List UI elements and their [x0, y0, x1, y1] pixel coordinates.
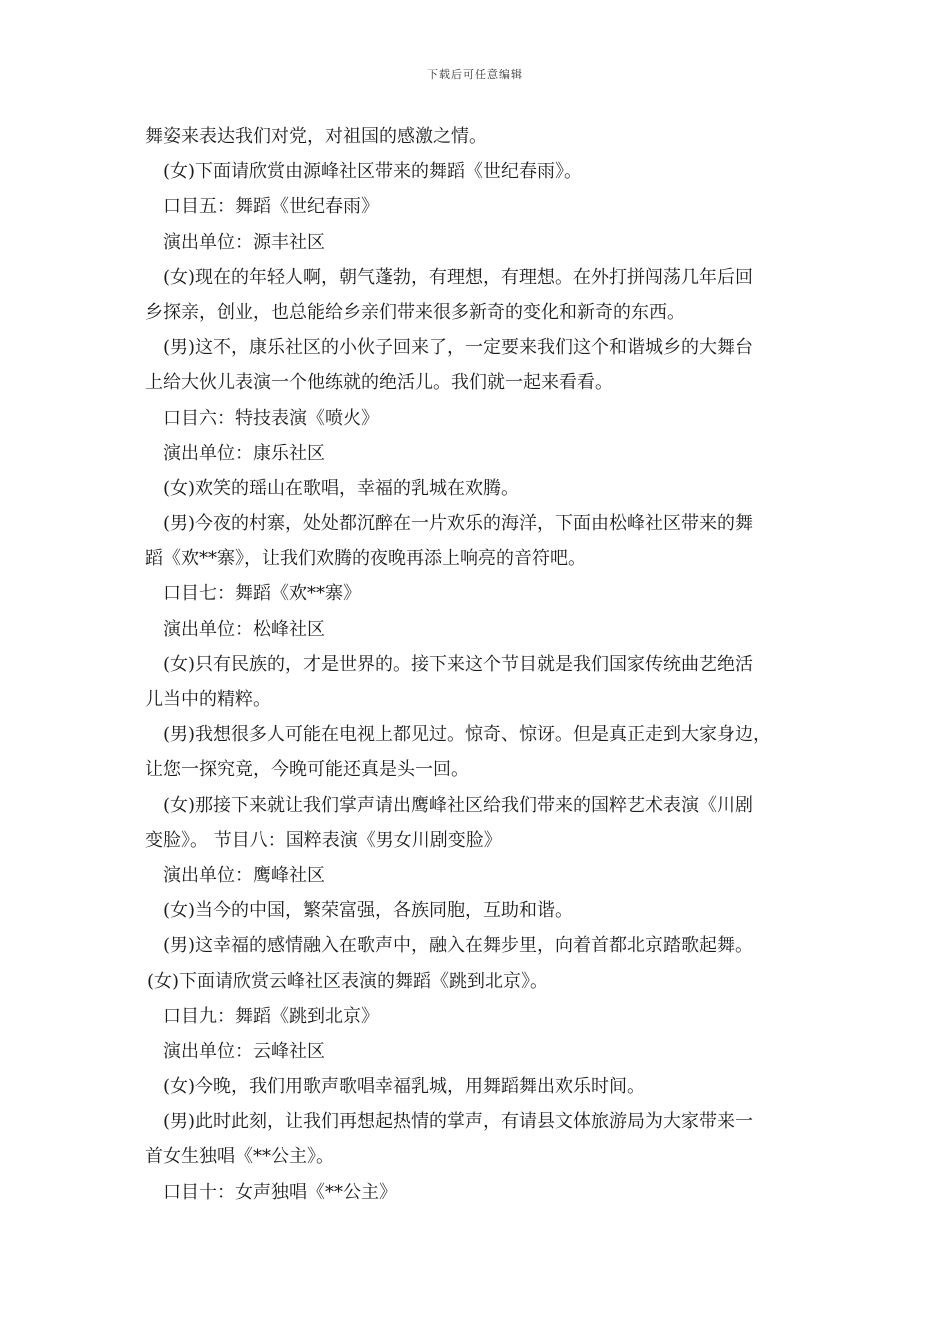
performer-line: 演出单位：云峰社区: [163, 1040, 325, 1062]
program-title: 口目七：舞蹈《欢**寨》: [163, 583, 361, 605]
text-line: 让您一探究竟，今晚可能还真是头一回。: [145, 759, 469, 781]
text-line: (女)欢笑的瑶山在歌唱，幸福的乳城在欢腾。: [163, 477, 520, 499]
text-line: (女)下面请欣赏由源峰社区带来的舞蹈《世纪春雨》。: [163, 161, 583, 183]
program-title: 口目六：特技表演《喷火》: [163, 407, 379, 429]
program-title: 口目十：女声独唱《**公主》: [163, 1181, 397, 1203]
text-line: (男)这幸福的感情融入在歌声中，融入在舞步里，向着首都北京踏歌起舞。: [163, 935, 754, 957]
text-line: 舞姿来表达我们对党，对祖国的感激之情。: [145, 126, 487, 147]
text-line: 首女生独唱《**公主》。: [145, 1146, 334, 1168]
text-line: (女)当今的中国，繁荣富强，各族同胞，互助和谐。: [163, 900, 574, 922]
document-body: [145, 119, 825, 1210]
text-line: 上给大伙儿表演一个他练就的绝活儿。我们就一起来看看。: [145, 372, 613, 394]
text-line: (女)现在的年轻人啊，朝气蓬勃，有理想，有理想。在外打拼闯荡几年后回: [163, 266, 754, 288]
text-line: (女)今晚，我们用歌声歌唱幸福乳城，用舞蹈舞出欢乐时间。: [163, 1076, 646, 1098]
text-line: (男)我想很多人可能在电视上都见过。惊奇、惊讶。但是真正走到大家身边，: [163, 724, 772, 746]
text-line: (男)这不，康乐社区的小伙子回来了，一定要来我们这个和谐城乡的大舞台: [163, 337, 754, 359]
text-line: 乡探亲，创业，也总能给乡亲们带来很多新奇的变化和新奇的东西。: [145, 301, 685, 323]
page-header-note: 下载后可任意编辑: [427, 68, 523, 81]
performer-line: 演出单位：康乐社区: [163, 442, 325, 464]
text-line: 儿当中的精粹。: [145, 689, 271, 710]
performer-line: 演出单位：鹰峰社区: [163, 864, 325, 886]
performer-line: 演出单位：松峰社区: [163, 618, 325, 640]
text-line: (男)今夜的村寨，处处都沉醉在一片欢乐的海洋，下面由松峰社区带来的舞: [163, 513, 754, 535]
text-line: 蹈《欢**寨》，让我们欢腾的夜晚再添上响亮的音符吧。: [145, 548, 586, 570]
text-line: (女)那接下来就让我们掌声请出鹰峰社区给我们带来的国粹艺术表演《川剧: [163, 794, 754, 816]
text-line: (女)只有民族的，才是世界的。接下来这个节目就是我们国家传统曲艺绝活: [163, 653, 754, 675]
text-line: (男)此时此刻，让我们再想起热情的掌声，有请县文体旅游局为大家带来一: [163, 1111, 754, 1133]
text-line: 变脸》。 节目八：国粹表演《男女川剧变脸》: [145, 829, 502, 851]
program-title: 口目五：舞蹈《世纪春雨》: [163, 196, 379, 218]
program-title: 口目九：舞蹈《跳到北京》: [163, 1005, 379, 1027]
text-line: (女)下面请欣赏云峰社区表演的舞蹈《跳到北京》。: [147, 970, 549, 992]
performer-line: 演出单位：源丰社区: [163, 231, 325, 253]
